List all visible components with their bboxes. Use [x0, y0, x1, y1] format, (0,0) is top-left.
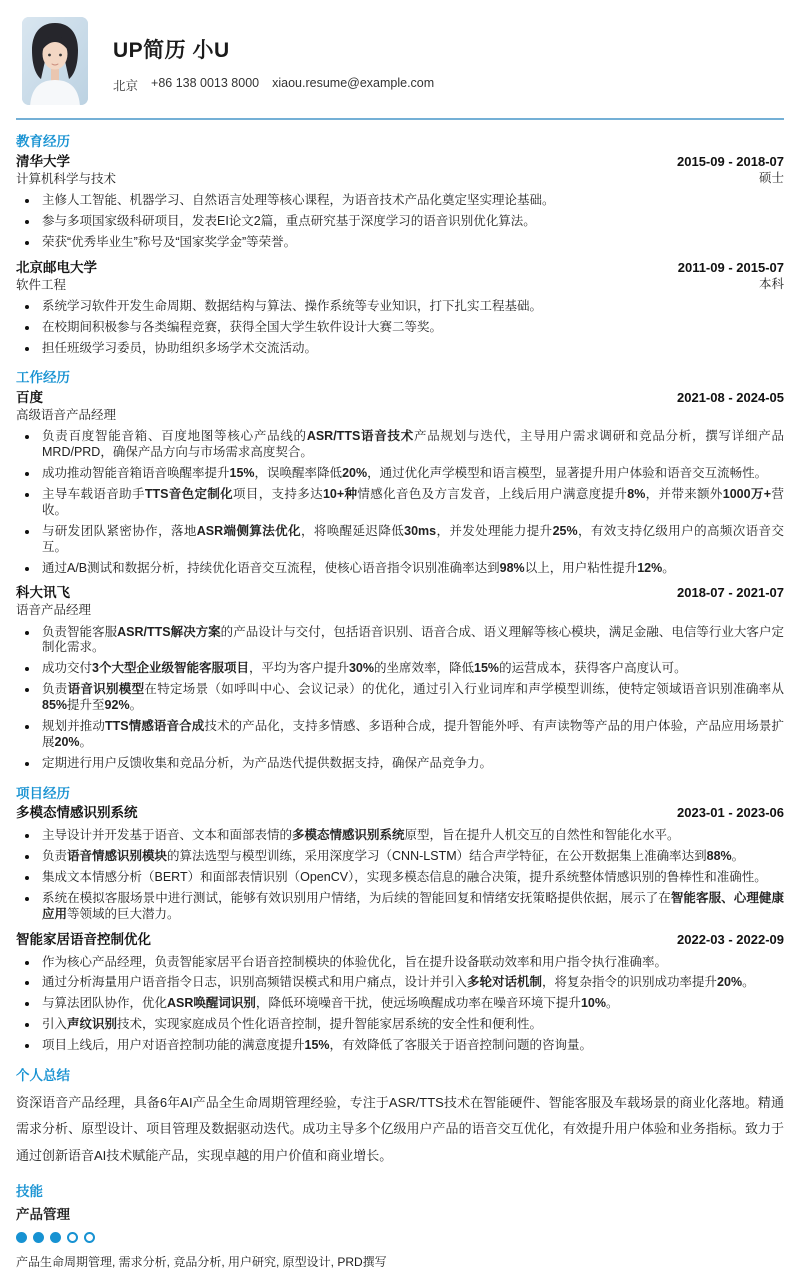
bullet-item: 引入声纹识别技术，实现家庭成员个性化语音控制，提升智能家居系统的安全性和便利性。 — [16, 1017, 784, 1033]
header-text — [113, 17, 434, 94]
header-divider — [16, 118, 784, 120]
section-title-projects: 项目经历 — [16, 785, 70, 801]
bullet-item: 负责百度智能音箱、百度地图等核心产品线的ASR/TTS语音技术产品规划与迭代，主导用户需求调研和竞品分析，撰写详细产品MRD/PRD，确保产品方向与市场需求高度契合。 — [16, 429, 784, 461]
section-title-education: 教育经历 — [16, 134, 70, 149]
bullet-item: 在校期间积极参与各类编程竞赛，获得全国大学生软件设计大赛二等奖。 — [16, 320, 784, 336]
skill-level-dot — [33, 1232, 44, 1243]
company-name: 科大讯飞 — [16, 585, 70, 601]
skill-level-dot — [84, 1232, 95, 1243]
company-name: 百度 — [16, 390, 43, 406]
date-range: 2018-07 - 2021-07 — [677, 585, 784, 601]
bullet-item: 成功交付3个大型企业级智能客服项目，平均为客户提升30%的坐席效率，降低15%的运营成本，获得客户高度认可。 — [16, 661, 784, 677]
bullet-list — [16, 429, 784, 576]
bullet-item: 作为核心产品经理，负责智能家居平台语音控制模块的体验优化，旨在提升设备联动效率和用户指令执行准确率。 — [16, 955, 784, 971]
date-range: 2022-03 - 2022-09 — [677, 931, 784, 947]
project-name: 智能家居语音控制优化 — [16, 931, 151, 947]
project-entry — [16, 932, 784, 1054]
bullet-item: 通过分析海量用户语音指令日志，识别高频错误模式和用户痛点，设计并引入多轮对话机制，将复杂指令的识别成功率提升20%。 — [16, 975, 784, 991]
education-entry — [16, 154, 784, 251]
bullet-item: 项目上线后，用户对语音控制功能的满意度提升15%，有效降低了客服关于语音控制问题的咨询量。 — [16, 1038, 784, 1054]
bullet-item: 负责语音情感识别模块的算法选型与模型训练，采用深度学习（CNN-LSTM）结合声学特征，在公开数据集上准确率达到88%。 — [16, 849, 784, 865]
contact-email: xiaou.resume@example.com — [272, 76, 435, 90]
project-entry — [16, 805, 784, 922]
bullet-item: 负责智能客服ASR/TTS解决方案的产品设计与交付，包括语音识别、语音合成、语义理解等核心模块，满足金融、电信等行业大客户定制化需求。 — [16, 625, 784, 657]
skill-group-name: 产品管理 — [16, 1206, 70, 1222]
section-education — [16, 134, 784, 356]
date-range: 2023-01 - 2023-06 — [677, 805, 784, 821]
bullet-item: 通过A/B测试和数据分析，持续优化语音交互流程，使核心语音指令识别准确率达到98%以上，用户粘性提升12%。 — [16, 561, 784, 577]
entry-left — [16, 585, 91, 618]
contact-location: 北京 — [113, 79, 139, 93]
section-skills — [16, 1184, 784, 1270]
entry-head — [16, 390, 784, 423]
bullet-item: 系统学习软件开发生命周期、数据结构与算法、操作系统等专业知识，打下扎实工程基础。 — [16, 299, 784, 315]
bullet-list — [16, 625, 784, 772]
skill-keywords: 产品生命周期管理, 需求分析, 竞品分析, 用户研究, 原型设计, PRD撰写 — [16, 1254, 387, 1269]
degree: 硕士 — [758, 171, 784, 186]
section-projects — [16, 786, 784, 1054]
bullet-item: 系统在模拟客服场景中进行测试，能够有效识别用户情绪，为后续的智能回复和情绪安抚策略提供依据，展示了在智能客服、心理健康应用等领域的巨大潜力。 — [16, 891, 784, 923]
work-entry — [16, 585, 784, 771]
candidate-name: UP简历 小U — [113, 39, 230, 62]
bullet-item: 主导车载语音助手TTS音色定制化项目，支持多达10+种情感化音色及方言发音，上线后用户满意度提升8%，并带来额外1000万+营收。 — [16, 487, 784, 519]
bullet-item: 规划并推动TTS情感语音合成技术的产品化，支持多情感、多语种合成，提升智能外呼、有声读物等产品的用户体验，产品应用场景扩展20%。 — [16, 719, 784, 751]
entry-head — [16, 932, 784, 949]
school-name: 北京邮电大学 — [16, 259, 97, 275]
bullet-item: 集成文本情感分析（BERT）和面部表情识别（OpenCV），实现多模态信息的融合决策，提升系统整体情感识别的鲁棒性和准确性。 — [16, 870, 784, 886]
entry-right — [677, 390, 784, 406]
entry-right — [677, 154, 784, 187]
skill-level-indicator — [16, 1232, 784, 1243]
resume-header — [16, 17, 784, 105]
date-range: 2011-09 - 2015-07 — [677, 259, 784, 275]
profile-photo-illustration — [22, 17, 88, 105]
job-title: 语音产品经理 — [16, 603, 92, 618]
job-title: 高级语音产品经理 — [16, 408, 117, 423]
entry-head — [16, 805, 784, 822]
entry-left — [16, 260, 97, 293]
project-name: 多模态情感识别系统 — [16, 805, 138, 821]
entry-head — [16, 585, 784, 618]
bullet-item: 主导设计并开发基于语音、文本和面部表情的多模态情感识别系统原型，旨在提升人机交互的自然性和智能化水平。 — [16, 828, 784, 844]
bullet-item: 与研发团队紧密协作，落地ASR端侧算法优化，将唤醒延迟降低30ms，并发处理能力提升25%，有效支持亿级用户的高频次语音交互。 — [16, 524, 784, 556]
bullet-item: 参与多项国家级科研项目，发表EI论文2篇，重点研究基于深度学习的语音识别优化算法。 — [16, 214, 784, 230]
date-range: 2021-08 - 2024-05 — [677, 390, 784, 406]
bullet-item: 成功推动智能音箱语音唤醒率提升15%，误唤醒率降低20%，通过优化声学模型和语言模型，显著提升用户体验和语音交互流畅性。 — [16, 466, 784, 482]
entry-right — [678, 260, 784, 293]
section-title-skills: 技能 — [16, 1183, 43, 1199]
skill-level-dot — [16, 1232, 27, 1243]
profile-photo — [22, 17, 88, 105]
bullet-item: 与算法团队协作，优化ASR唤醒词识别，降低环境噪音干扰，使远场唤醒成功率在噪音环境下提升10%。 — [16, 996, 784, 1012]
degree: 本科 — [758, 276, 784, 291]
bullet-list — [16, 193, 784, 251]
school-name: 清华大学 — [16, 153, 70, 169]
skill-level-dot — [50, 1232, 61, 1243]
skill-group — [16, 1203, 784, 1270]
section-title-summary: 个人总结 — [16, 1067, 70, 1083]
major: 软件工程 — [16, 277, 67, 292]
work-entry — [16, 390, 784, 576]
contact-info — [113, 76, 434, 94]
entry-head — [16, 260, 784, 293]
major: 计算机科学与技术 — [16, 171, 117, 186]
bullet-item: 负责语音识别模型在特定场景（如呼叫中心、会议记录）的优化，通过引入行业词库和声学模型训练，使特定领域语音识别准确率从85%提升至92%。 — [16, 682, 784, 714]
bullet-item: 主修人工智能、机器学习、自然语言处理等核心课程，为语音技术产品化奠定坚实理论基础。 — [16, 193, 784, 209]
bullet-item: 荣获“优秀毕业生”称号及“国家奖学金”等荣誉。 — [16, 235, 784, 251]
bullet-item: 担任班级学习委员，协助组织多场学术交流活动。 — [16, 341, 784, 357]
entry-right — [677, 585, 784, 601]
entry-left — [16, 390, 116, 423]
bullet-item: 定期进行用户反馈收集和竞品分析，为产品迭代提供数据支持，确保产品竞争力。 — [16, 756, 784, 772]
contact-phone: +86 138 0013 8000 — [151, 76, 260, 90]
bullet-list — [16, 828, 784, 922]
bullet-list — [16, 299, 784, 357]
skill-level-dot — [67, 1232, 78, 1243]
entry-left — [16, 154, 116, 187]
entry-head — [16, 154, 784, 187]
section-title-work: 工作经历 — [16, 370, 70, 386]
section-work — [16, 370, 784, 771]
date-range: 2015-09 - 2018-07 — [677, 153, 784, 169]
bullet-list — [16, 955, 784, 1054]
summary-text: 资深语音产品经理，具备6年AI产品全生命周期管理经验，专注于ASR/TTS技术在智能硬件、智能客服及车载场景的商业化落地。精通需求分析、原型设计、项目管理及数据驱动迭代。成功主导多个亿级用户产品的语音交互优化，有效提升用户体验和业务指标。致力于通过创新语音AI技术赋能产品，实现卓越的用户价值和商业增长。 — [16, 1094, 784, 1164]
section-summary — [16, 1068, 784, 1170]
education-entry — [16, 260, 784, 357]
